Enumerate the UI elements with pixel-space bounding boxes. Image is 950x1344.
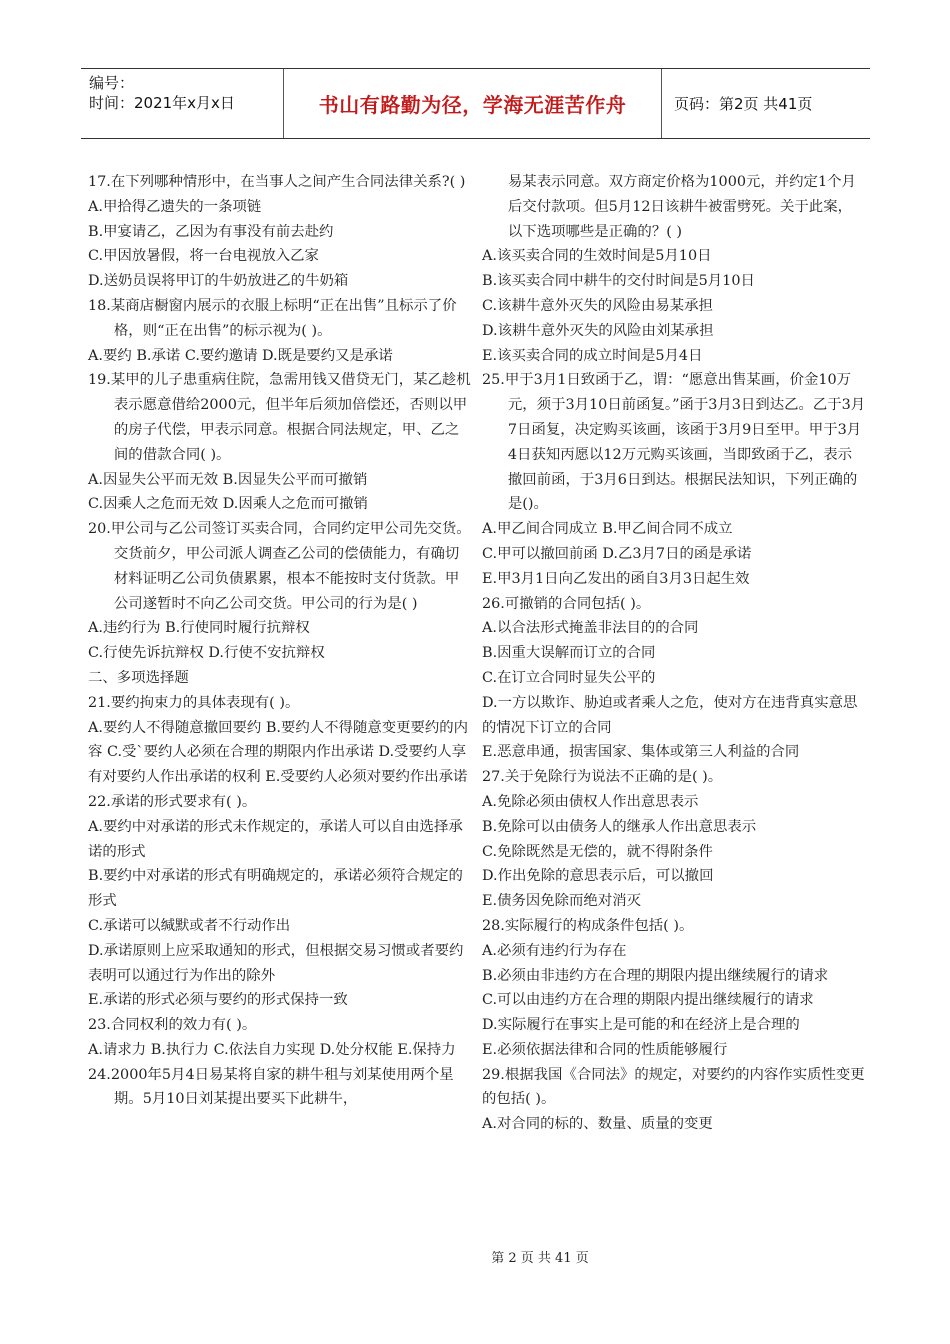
text-line: A.对合同的标的、数量、质量的变更 — [482, 1116, 713, 1133]
text-line: 二、多项选择题 — [88, 669, 189, 686]
text-line: 25.甲于3月1日致函于乙，谓：“愿意出售某画，价金10万元，须于3月10日前函复。”函于3月3日到达乙。乙于3月7日函复，决定购买该画，该函于3月9日至甲。甲于3月4日获知丙愿以12万元购买该画，当即致函于乙，表示撤回前函，于3月6日到达。根据民法知识，下列正确的是()。 — [482, 372, 866, 513]
text-line: A.甲乙间合同成立 B.甲乙间合同不成立 — [482, 521, 733, 538]
text-line: 26.可撤销的合同包括( )。 — [482, 595, 651, 612]
text-line: B.因重大误解而订立的合同 — [482, 645, 656, 662]
text-line: D.该耕牛意外灭失的风险由刘某承担 — [482, 322, 714, 339]
text-line: B.甲宴请乙，乙因为有事没有前去赴约 — [88, 223, 334, 240]
text-line: 22.承诺的形式要求有( )。 — [88, 793, 257, 810]
text-line: A.要约 B.承诺 C.要约邀请 D.既是要约又是承诺 — [88, 347, 393, 364]
text-line: 24.2000年5月4日易某将自家的耕牛租与刘某使用两个星期。5月10日刘某提出要买下此耕牛， — [88, 1066, 454, 1108]
text-line: 21.要约拘束力的具体表现有( )。 — [88, 694, 300, 711]
text-line: C.行使先诉抗辩权 D.行使不安抗辩权 — [88, 645, 325, 662]
text-line: A.以合法形式掩盖非法目的的合同 — [482, 620, 699, 637]
text-line: A.免除必须由债权人作出意思表示 — [482, 793, 699, 810]
text-line: D.送奶员误将甲订的牛奶放进乙的牛奶箱 — [88, 273, 349, 290]
text-line: 易某表示同意。双方商定价格为1000元，并约定1个月后交付款项。但5月12日该耕牛被雷劈死。关于此案，以下选项哪些是正确的？( ) — [507, 174, 856, 240]
text-line: 29.根据我国《合同法》的规定，对要约的内容作实质性变更的包括( )。 — [482, 1066, 865, 1108]
text-line: A.因显失公平而无效 B.因显失公平而可撤销 — [88, 471, 368, 488]
text-line: D.承诺原则上应采取通知的形式，但根据交易习惯或者要约表明可以通过行为作出的除外 — [88, 942, 464, 984]
text-line: 17.在下列哪种情形中，在当事人之间产生合同法律关系?( ) — [88, 174, 466, 190]
text-line: 23.合同权利的效力有( )。 — [88, 1017, 257, 1034]
text-line: 20.甲公司与乙公司签订买卖合同，合同约定甲公司先交货。交货前夕，甲公司派人调查乙公司的偿债能力，有确切材料证明乙公司负债累累，根本不能按时支付货款。甲公司遂暂时不向乙公司交货。甲公司的行为是( ) — [88, 521, 471, 612]
text-line: A.要约中对承诺的形式未作规定的，承诺人可以自由选择承诺的形式 — [88, 818, 463, 860]
text-line: D.作出免除的意思表示后，可以撤回 — [482, 868, 714, 885]
text-line: E.必须依据法律和合同的性质能够履行 — [482, 1041, 728, 1058]
text-line: A.该买卖合同的生效时间是5月10日 — [482, 248, 712, 265]
page-footer — [0, 1247, 950, 1266]
text-line: C.承诺可以缄默或者不行动作出 — [88, 917, 291, 934]
text-line: E.债务因免除而绝对消灭 — [482, 893, 641, 910]
text-line: B.要约中对承诺的形式有明确规定的，承诺必须符合规定的形式 — [88, 868, 463, 910]
text-line: A.要约人不得随意撤回要约 B.要约人不得随意变更要约的内容 C.受`要约人必须在合理的期限内作出承诺 D.受要约人享有对要约人作出承诺的权利 E.受要约人必须对要约作出承诺 — [88, 719, 469, 786]
text-line: 18.某商店橱窗内展示的衣服上标明“正在出售”且标示了价格，则“正在出售”的标示视为( )。 — [88, 297, 457, 339]
text-line: B.该买卖合同中耕牛的交付时间是5月10日 — [482, 273, 755, 290]
text-line: E.甲3月1日向乙发出的函自3月3日起生效 — [482, 570, 750, 587]
text-line: C.可以由违约方在合理的期限内提出继续履行的请求 — [482, 992, 814, 1009]
header-meta — [81, 69, 284, 138]
text-line: C.该耕牛意外灭失的风险由易某承担 — [482, 297, 713, 314]
text-line: C.因乘人之危而无效 D.因乘人之危而可撤销 — [88, 496, 368, 513]
text-line: E.该买卖合同的成立时间是5月4日 — [482, 347, 703, 364]
left-column — [88, 170, 472, 1112]
header-date-label: 时间：2021年x月x日 — [89, 94, 235, 112]
text-line: 27.关于免除行为说法不正确的是( )。 — [482, 769, 723, 786]
text-line: D.一方以欺诈、胁迫或者乘人之危，使对方在违背真实意思的情况下订立的合同 — [482, 694, 858, 736]
text-line: 19.某甲的儿子患重病住院，急需用钱又借贷无门，某乙趁机表示愿意借给2000元，但半年后须加倍偿还，否则以甲的房子代偿，甲表示同意。根据合同法规定，甲、乙之间的借款合同( )。 — [88, 372, 471, 463]
text-line: D.实际履行在事实上是可能的和在经济上是合理的 — [482, 1017, 800, 1034]
text-line: A.请求力 B.执行力 C.依法自力实现 D.处分权能 E.保持力 — [88, 1041, 456, 1058]
text-line: A.必须有违约行为存在 — [482, 942, 627, 959]
header-motto: 书山有路勤为径，学海无涯苦作舟 — [284, 69, 662, 138]
header-page-info: 页码：第2页 共41页 — [674, 95, 813, 113]
text-line: 28.实际履行的构成条件包括( )。 — [482, 917, 694, 934]
right-column — [482, 170, 866, 1137]
header-number-label: 编号： — [89, 74, 135, 92]
page-header — [81, 68, 870, 139]
text-line: A.甲拾得乙遗失的一条项链 — [88, 198, 262, 215]
text-line: C.在订立合同时显失公平的 — [482, 669, 656, 686]
text-line: B.免除可以由债务人的继承人作出意思表示 — [482, 818, 757, 835]
text-line: B.必须由非违约方在合理的期限内提出继续履行的请求 — [482, 967, 829, 984]
footer-page-number: 第 2 页 共 41 页 — [491, 1251, 589, 1266]
text-line: E.恶意串通，损害国家、集体或第三人利益的合同 — [482, 744, 800, 761]
text-line: C.免除既然是无偿的，就不得附条件 — [482, 843, 713, 860]
text-line: A.违约行为 B.行使同时履行抗辩权 — [88, 620, 310, 637]
text-line: C.甲因放暑假，将一台电视放入乙家 — [88, 248, 319, 265]
text-line: C.甲可以撤回前函 D.乙3月7日的函是承诺 — [482, 545, 752, 562]
text-line: E.承诺的形式必须与要约的形式保持一致 — [88, 992, 348, 1009]
